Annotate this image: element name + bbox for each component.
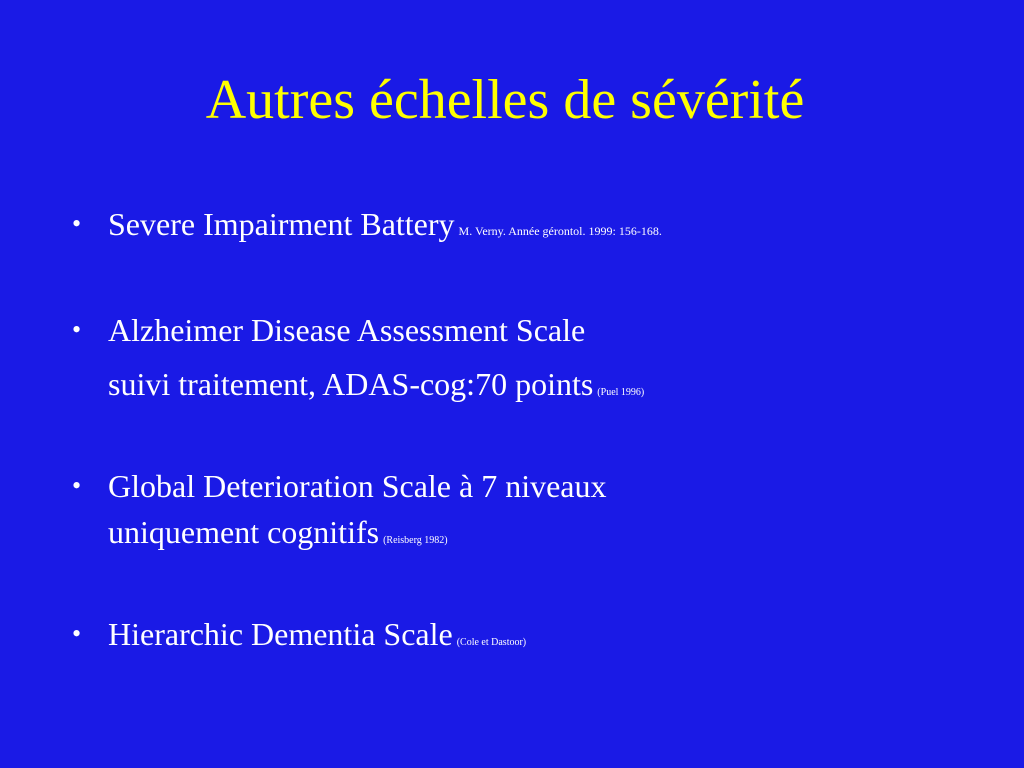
bullet-line bbox=[108, 614, 526, 654]
bullet-reference: (Puel 1996) bbox=[597, 387, 645, 398]
bullet-line bbox=[108, 204, 662, 244]
bullet-dot-icon: • bbox=[72, 315, 82, 344]
slide-title: Autres échelles de sévérité bbox=[205, 69, 805, 131]
bullet-line bbox=[108, 364, 644, 404]
bullet-dot-icon: • bbox=[72, 619, 82, 648]
bullet-text: Global Deterioration Scale à 7 niveaux bbox=[108, 468, 607, 504]
bullet-reference: M. Verny. Année gérontol. 1999: 156-168. bbox=[458, 224, 662, 238]
bullet-text: Hierarchic Dementia Scale bbox=[108, 616, 453, 652]
bullet-reference: (Cole et Dastoor) bbox=[456, 637, 527, 648]
bullet-line bbox=[108, 466, 606, 506]
bullet-reference: (Reisberg 1982) bbox=[383, 535, 448, 546]
bullet-dot-icon: • bbox=[72, 471, 82, 500]
bullet-line bbox=[108, 512, 448, 552]
bullet-line bbox=[108, 310, 585, 350]
bullet-text-line2: uniquement cognitifs bbox=[108, 514, 380, 550]
bullet-text-line2: suivi traitement, ADAS-cog:70 points bbox=[108, 366, 594, 402]
bullet-text: Alzheimer Disease Assessment Scale bbox=[108, 312, 586, 348]
bullet-dot-icon: • bbox=[72, 209, 82, 238]
bullet-text: Severe Impairment Battery bbox=[108, 206, 455, 242]
